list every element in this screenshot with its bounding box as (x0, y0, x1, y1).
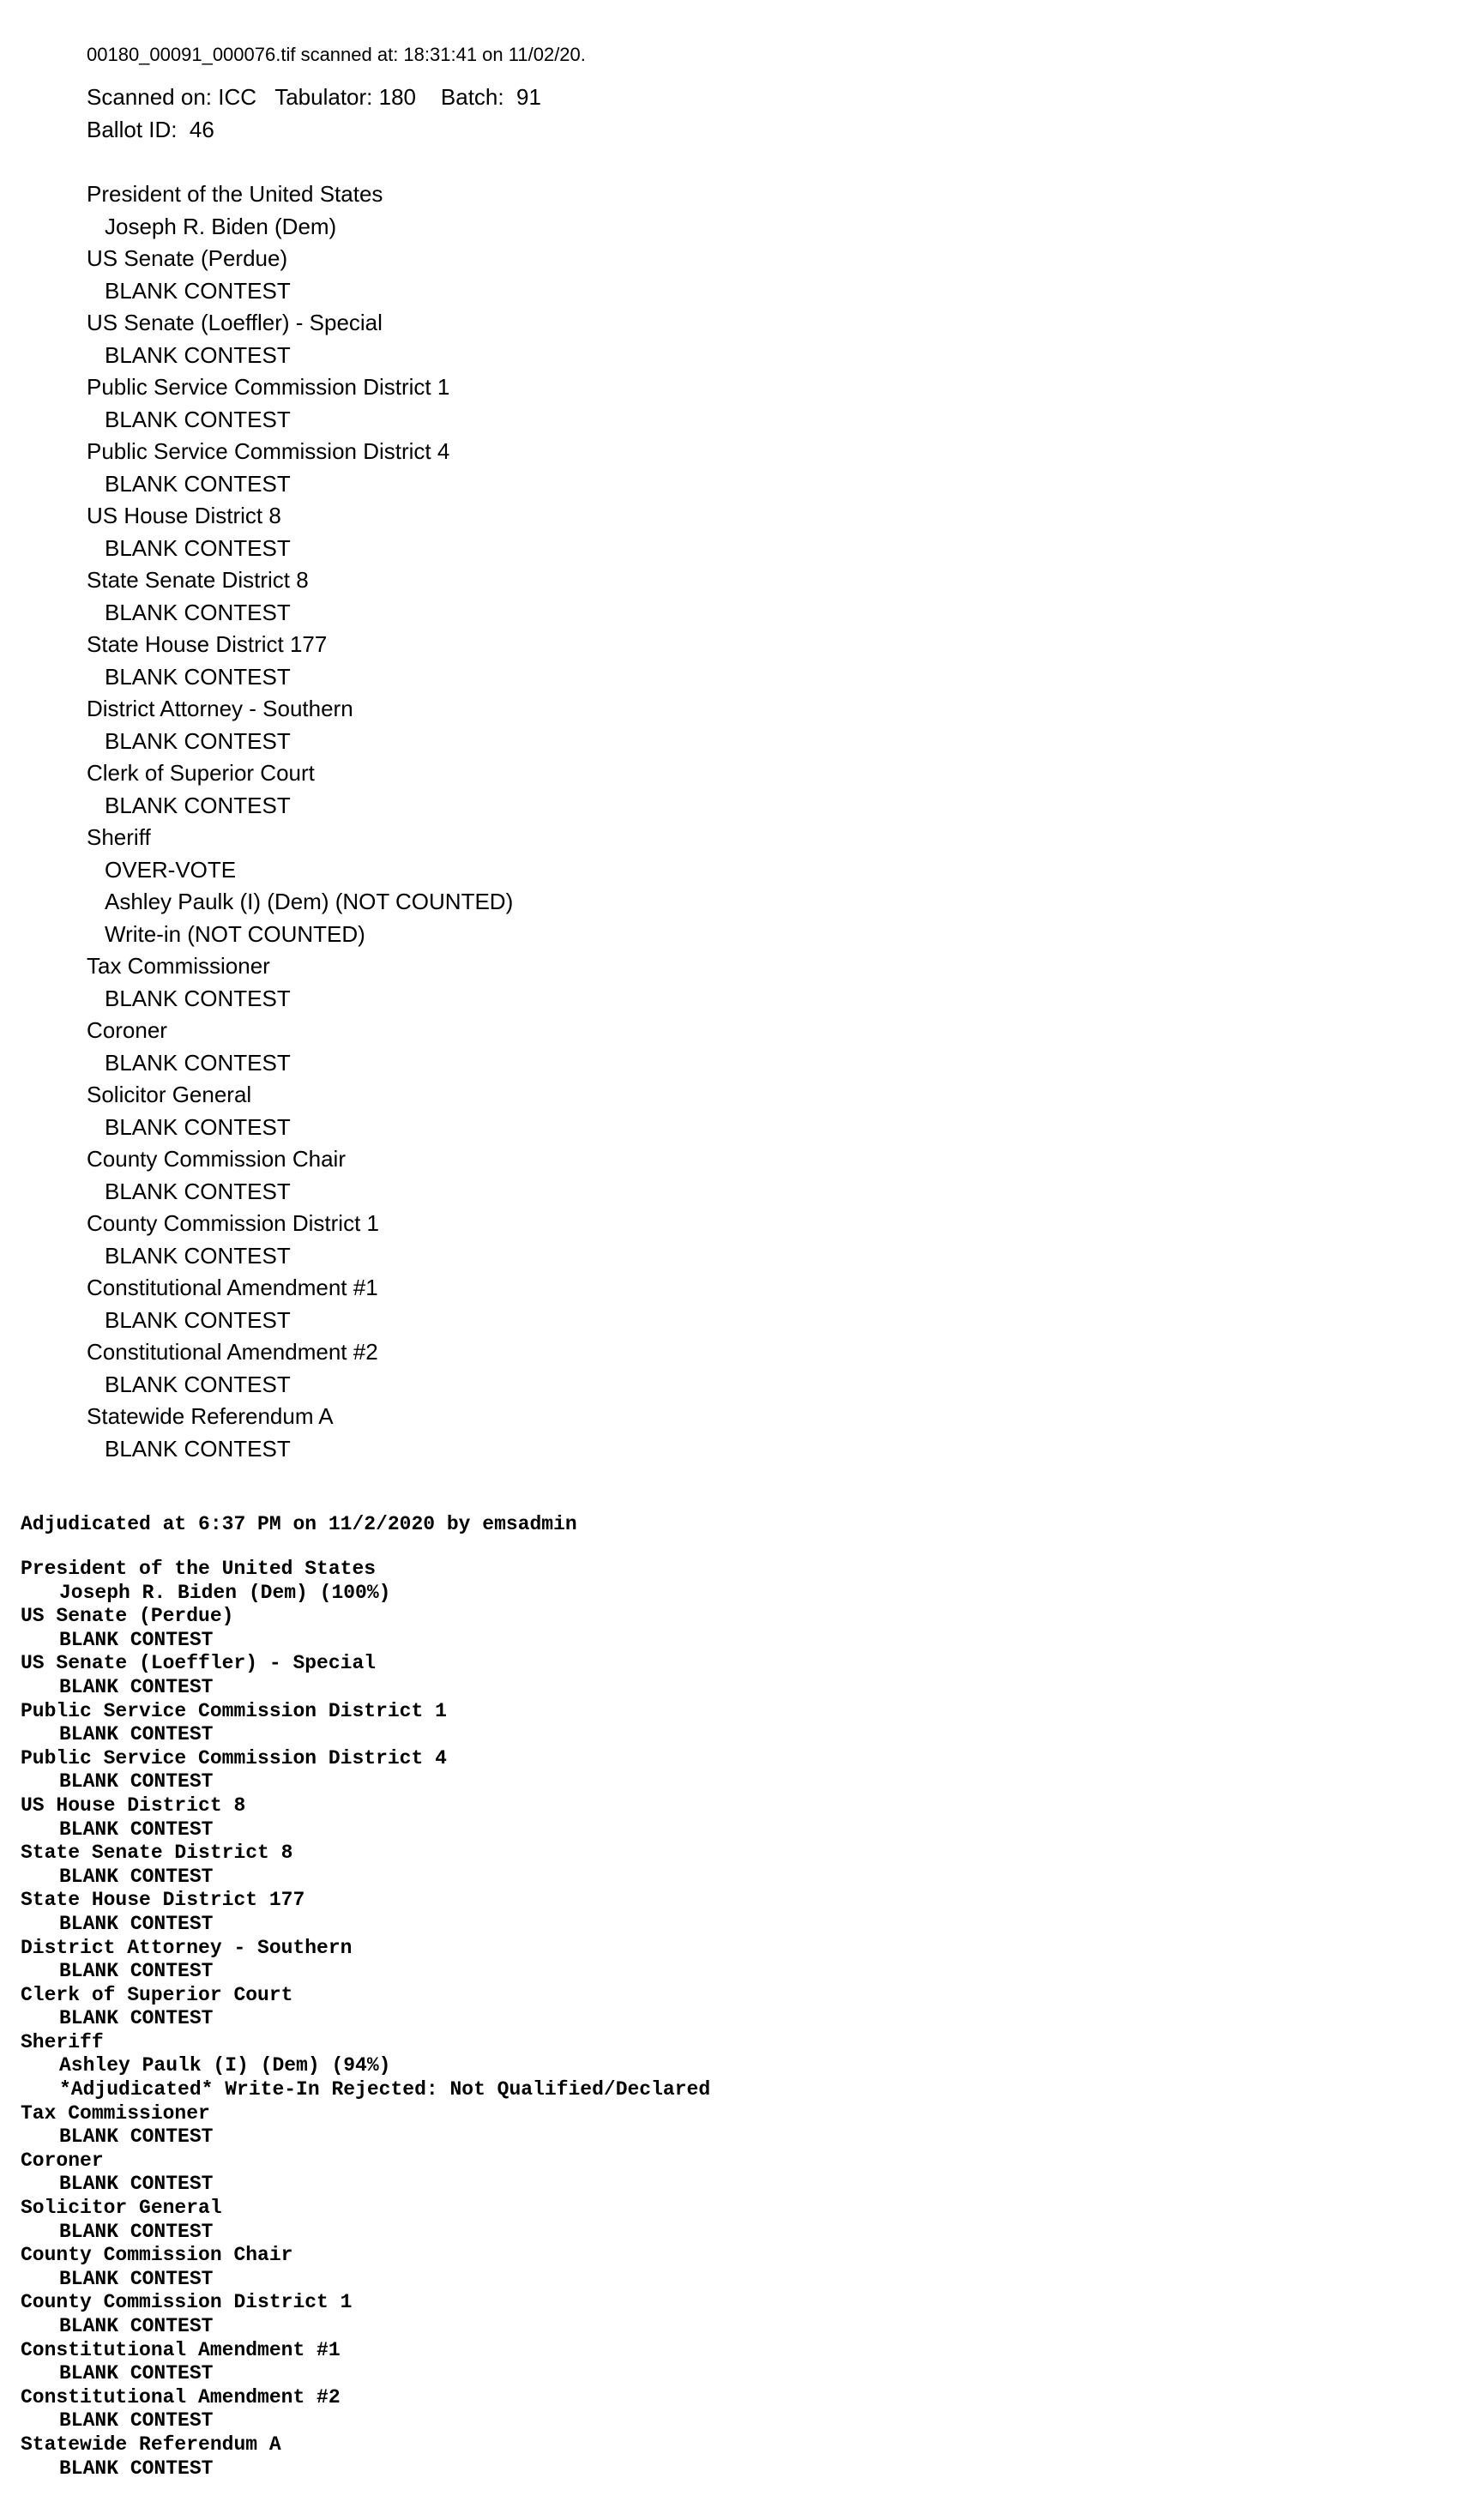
scan-contest-title: State Senate District 8 (87, 567, 309, 593)
scan-selection-line: BLANK CONTEST (105, 792, 291, 818)
adjudication-contest-title: President of the United States (21, 1558, 377, 1580)
adjudication-contest-title: County Commission District 1 (21, 2291, 353, 2314)
adjudication-selection-line: BLANK CONTEST (59, 2409, 214, 2433)
scan-selection-line: BLANK CONTEST (105, 599, 291, 625)
adjudication-contest-title: Sheriff (21, 2030, 104, 2053)
scan-meta (87, 81, 1287, 146)
scan-selection-line: BLANK CONTEST (105, 985, 291, 1011)
scan-selection-line: BLANK CONTEST (105, 406, 291, 432)
adjudication-selection-line: Ashley Paulk (I) (Dem) (94%) (59, 2054, 391, 2077)
adjudication-selection-line: BLANK CONTEST (59, 2173, 214, 2196)
scan-contest-title: Public Service Commission District 1 (87, 374, 450, 400)
adjudication-selection-line: BLANK CONTEST (59, 2267, 214, 2290)
scan-selection-line: BLANK CONTEST (105, 1371, 291, 1397)
adjudication-selection-line: BLANK CONTEST (59, 2007, 214, 2030)
scan-selection-line: BLANK CONTEST (105, 341, 291, 368)
scanned-ballot-section (87, 41, 1287, 1465)
adjudication-selection-line: BLANK CONTEST (59, 1770, 214, 1794)
adjudication-selection-line: BLANK CONTEST (59, 1912, 214, 1935)
scan-selection-line: BLANK CONTEST (105, 1306, 291, 1333)
scan-contest-title: Public Service Commission District 4 (87, 438, 450, 464)
scan-contest-title: US Senate (Perdue) (87, 245, 288, 271)
scan-selection-line: BLANK CONTEST (105, 470, 291, 497)
scan-selection-line: BLANK CONTEST (105, 1178, 291, 1204)
scan-file-line: 00180_00091_000076.tif scanned at: 18:31:41 on 11/02/20. (87, 44, 586, 65)
adjudication-contest-title: Tax Commissioner (21, 2101, 210, 2125)
scan-contest-title: US Senate (Loeffler) - Special (87, 310, 383, 335)
adjudication-selection-line: BLANK CONTEST (59, 2457, 214, 2480)
scan-selection-line: BLANK CONTEST (105, 1049, 291, 1076)
adjudication-contest-title: Solicitor General (21, 2197, 222, 2220)
scan-selection-line: Write-in (NOT COUNTED) (105, 920, 365, 947)
adjudication-section (21, 1511, 1436, 2481)
scan-selection-line: BLANK CONTEST (105, 534, 291, 561)
scan-contest-title: President of the United States (87, 181, 383, 207)
adjudication-contest-list (21, 1558, 1436, 2481)
adjudication-selection-line: BLANK CONTEST (59, 2362, 214, 2385)
scan-selection-line: BLANK CONTEST (105, 277, 291, 304)
adjudication-selection-line: BLANK CONTEST (59, 1723, 214, 1746)
scan-selection-line: Ashley Paulk (I) (Dem) (NOT COUNTED) (105, 889, 514, 914)
adjudication-contest-title: Constitutional Amendment #2 (21, 2385, 341, 2408)
adjudication-selection-line: BLANK CONTEST (59, 2220, 214, 2243)
adjudication-contest-title: Clerk of Superior Court (21, 1983, 293, 2006)
adjudication-selection-line: BLANK CONTEST (59, 2315, 214, 2337)
scan-contest-list (87, 178, 1287, 1465)
scan-selection-line: OVER-VOTE (105, 856, 237, 883)
scanned-on-line: Scanned on: ICC Tabulator: 180 Batch: 91 (87, 84, 541, 110)
adjudication-selection-line: Joseph R. Biden (Dem) (100%) (59, 1581, 391, 1604)
scan-contest-title: District Attorney - Southern (87, 696, 353, 721)
adjudication-selection-line: BLANK CONTEST (59, 2125, 214, 2149)
scan-selection-line: BLANK CONTEST (105, 1113, 291, 1140)
adjudication-selection-line: BLANK CONTEST (59, 1818, 214, 1841)
adjudication-contest-title: US House District 8 (21, 1794, 246, 1817)
ballot-id-line: Ballot ID: 46 (87, 117, 214, 142)
scan-contest-title: Constitutional Amendment #2 (87, 1339, 378, 1365)
adjudication-contest-title: State Senate District 8 (21, 1842, 293, 1865)
scan-contest-title: Statewide Referendum A (87, 1403, 334, 1429)
scan-selection-line: Joseph R. Biden (Dem) (105, 213, 337, 239)
adjudication-selection-line: BLANK CONTEST (59, 1675, 214, 1698)
adjudication-contest-title: US Senate (Loeffler) - Special (21, 1652, 377, 1675)
adjudication-contest-title: Coroner (21, 2149, 104, 2172)
scan-contest-title: County Commission Chair (87, 1146, 346, 1172)
adjudication-contest-title: Public Service Commission District 1 (21, 1699, 447, 1722)
adjudication-contest-title: County Commission Chair (21, 2244, 293, 2267)
scan-selection-line: BLANK CONTEST (105, 727, 291, 754)
adjudication-selection-line: *Adjudicated* Write-In Rejected: Not Qualified/Declared (59, 2078, 711, 2101)
scan-contest-title: Sheriff (87, 824, 151, 850)
scan-contest-title: Coroner (87, 1017, 167, 1043)
adjudication-contest-title: US Senate (Perdue) (21, 1605, 234, 1628)
adjudication-contest-title: State House District 177 (21, 1889, 305, 1912)
scan-contest-title: Tax Commissioner (87, 953, 270, 979)
adjudication-selection-line: BLANK CONTEST (59, 1628, 214, 1651)
scan-selection-line: BLANK CONTEST (105, 1242, 291, 1269)
scan-selection-line: BLANK CONTEST (105, 663, 291, 690)
adjudication-contest-title: Constitutional Amendment #1 (21, 2338, 341, 2361)
scan-contest-title: Clerk of Superior Court (87, 760, 315, 786)
adjudication-selection-line: BLANK CONTEST (59, 1960, 214, 1983)
adjudication-contest-title: Public Service Commission District 4 (21, 1746, 447, 1769)
scan-contest-title: County Commission District 1 (87, 1210, 379, 1236)
scan-contest-title: Constitutional Amendment #1 (87, 1275, 378, 1300)
adjudication-contest-title: District Attorney - Southern (21, 1936, 353, 1959)
scan-contest-title: Solicitor General (87, 1082, 252, 1107)
scan-contest-title: State House District 177 (87, 631, 328, 657)
adjudication-selection-line: BLANK CONTEST (59, 1865, 214, 1888)
adjudication-contest-title: Statewide Referendum A (21, 2433, 281, 2456)
scan-selection-line: BLANK CONTEST (105, 1435, 291, 1462)
scan-contest-title: US House District 8 (87, 503, 281, 528)
adjudication-header: Adjudicated at 6:37 PM on 11/2/2020 by emsadmin (21, 1513, 577, 1535)
